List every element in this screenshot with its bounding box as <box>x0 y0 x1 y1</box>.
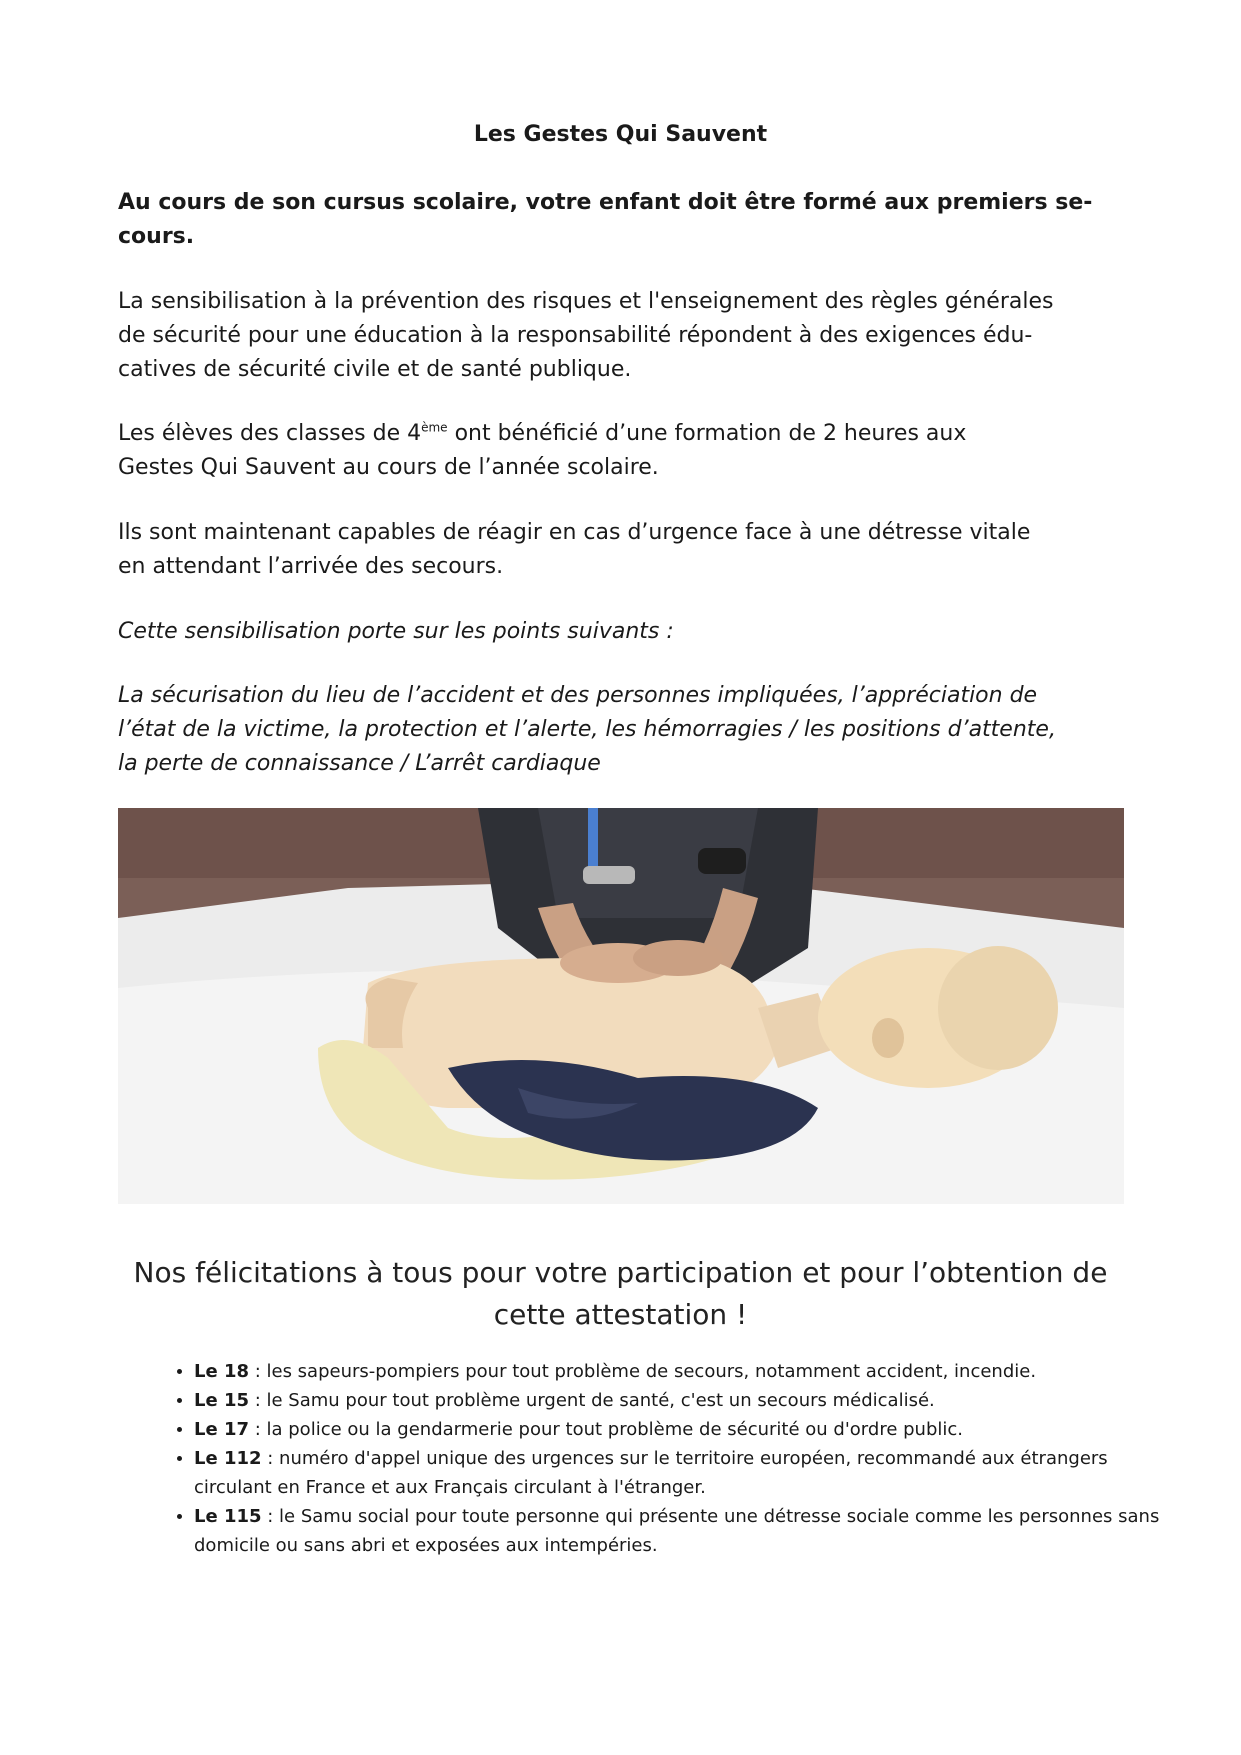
number-description: : numéro d'appel unique des urgences sur le territoire européen, recommandé aux étrangers circulant en France et aux Français circulant à l'étranger. <box>194 1448 1108 1498</box>
paragraph-text: ont bénéficié d’une formation de 2 heures aux <box>447 421 967 446</box>
list-item <box>194 1386 1174 1415</box>
intro-paragraph <box>118 186 1118 254</box>
paragraph-line: La sécurisation du lieu de l’accident et des personnes impliquées, l’appréciation de <box>118 683 1038 708</box>
intro-line: Au cours de son cursus scolaire, votre enfant doit être formé aux premiers se- <box>118 190 1093 215</box>
list-item <box>194 1444 1174 1502</box>
congrats-line: Nos félicitations à tous pour votre participation et pour l’obtention de <box>133 1256 1108 1289</box>
emergency-numbers-list <box>160 1357 1174 1560</box>
paragraph-capabilities <box>118 516 1138 584</box>
paragraph-line: La sensibilisation à la prévention des risques et l'enseignement des règles générales <box>118 289 1054 314</box>
paragraph-line: l’état de la victime, la protection et l’alerte, les hémorragies / les positions d’attente, <box>118 717 1056 742</box>
number-label: Le 112 <box>194 1448 262 1469</box>
paragraph-line: Gestes Qui Sauvent au cours de l’année scolaire. <box>118 455 659 480</box>
number-label: Le 115 <box>194 1506 262 1527</box>
paragraph-line: en attendant l’arrivée des secours. <box>118 554 504 579</box>
list-item <box>194 1502 1174 1560</box>
congratulations-message <box>100 1252 1141 1336</box>
number-description: : le Samu social pour toute personne qui présente une détresse sociale comme les personnes sans domicile ou sans abri et exposées aux intempéries. <box>194 1506 1160 1556</box>
paragraph-prevention <box>118 285 1138 387</box>
intro-line: cours. <box>118 224 195 249</box>
paragraph-points-intro: Cette sensibilisation porte sur les points suivants : <box>118 619 674 644</box>
cpr-photo-illustration <box>118 808 1124 1204</box>
number-label: Le 18 <box>194 1361 249 1382</box>
paragraph-line: la perte de connaissance / L’arrêt cardiaque <box>118 751 601 776</box>
document-title: Les Gestes Qui Sauvent <box>473 122 768 147</box>
superscript: ème <box>421 420 448 435</box>
number-description: : le Samu pour tout problème urgent de santé, c'est un secours médicalisé. <box>249 1390 935 1411</box>
number-label: Le 15 <box>194 1390 249 1411</box>
congrats-line: cette attestation ! <box>493 1298 748 1331</box>
number-description: : les sapeurs-pompiers pour tout problème de secours, notamment accident, incendie. <box>249 1361 1037 1382</box>
paragraph-line: de sécurité pour une éducation à la responsabilité répondent à des exigences édu- <box>118 323 1033 348</box>
paragraph-line: catives de sécurité civile et de santé publique. <box>118 357 632 382</box>
number-description: : la police ou la gendarmerie pour tout problème de sécurité ou d'ordre public. <box>249 1419 963 1440</box>
paragraph-training <box>118 417 1138 485</box>
number-label: Le 17 <box>194 1419 249 1440</box>
paragraph-line: Ils sont maintenant capables de réagir en cas d’urgence face à une détresse vitale <box>118 520 1031 545</box>
cpr-training-photo <box>118 808 1124 1204</box>
list-item <box>194 1415 1174 1444</box>
list-item <box>194 1357 1174 1386</box>
paragraph-points-list <box>118 679 1138 781</box>
paragraph-text: Les élèves des classes de 4 <box>118 421 422 446</box>
